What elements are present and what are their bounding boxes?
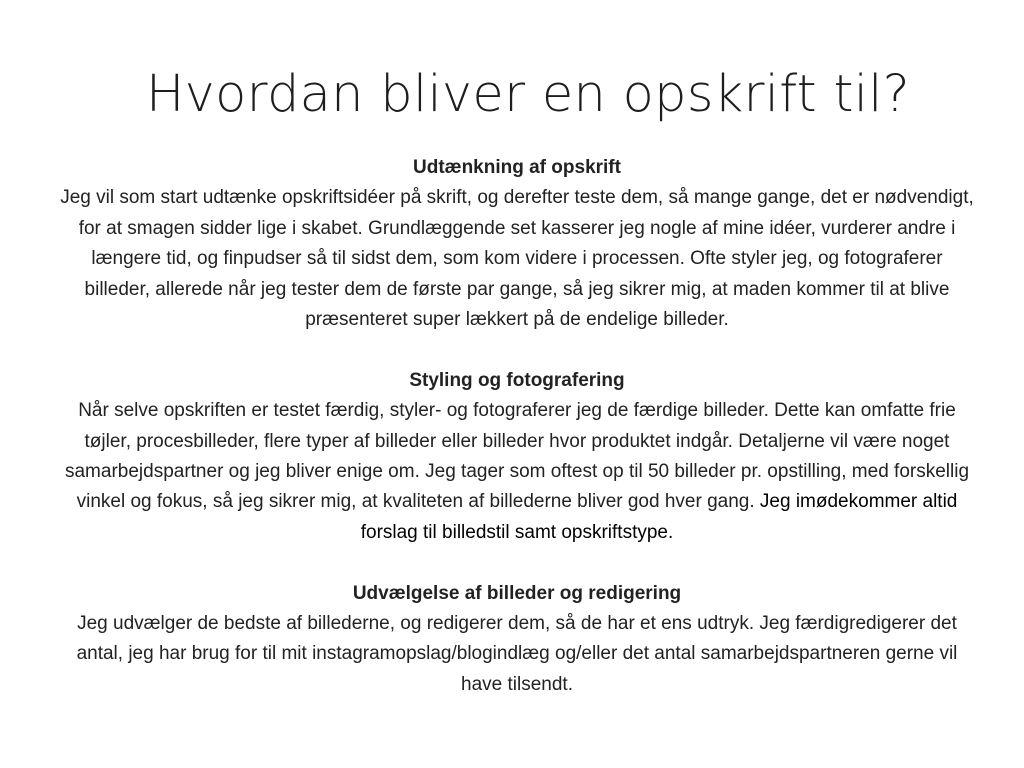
section-selection-editing — [60, 579, 974, 701]
section-body: Jeg vil som start udtænke opskriftsidéer på skrift, og derefter teste dem, så mange gange, det er nødvendigt, for at smagen sidder lige i skabet. Grundlæggende set kasserer jeg nogle af mine idéer, vurderer andre i længere tid, og finpudser så til sidst dem, som kom videre i processen. Ofte styler jeg, og fotograferer billeder, allerede når jeg tester dem de første par gange, så jeg sikrer mig, at maden kommer til at blive præsenteret super lækkert på de endelige billeder. — [60, 187, 974, 331]
page-title: Hvordan bliver en opskrift til? — [145, 65, 911, 124]
section-heading: Styling og fotografering — [409, 369, 625, 391]
content — [60, 153, 974, 731]
section-recipe-ideation — [60, 153, 974, 335]
section-body-emphasis: Jeg imødekommer altid forslag til billedstil samt opskriftstype. — [360, 491, 958, 543]
section-body-wrapper — [60, 396, 974, 548]
section-heading: Udvælgelse af billeder og redigering — [352, 582, 682, 604]
section-styling-photography — [60, 366, 974, 548]
section-body: Jeg udvælger de bedste af billederne, og redigerer dem, så de har et ens udtryk. Jeg færdigredigerer det antal, jeg har brug for til mit instagramopslag/blogindlæg og/eller det antal samarbejdspartneren gerne vil have tilsendt. — [76, 613, 958, 695]
section-heading: Udtænkning af opskrift — [413, 157, 621, 178]
section-body: Når selve opskriften er testet færdig, styler- og fotograferer jeg de færdige billeder. Dette kan omfatte frie tøjler, procesbilleder, flere typer af billeder eller billeder hvor produktet indgår. Detaljerne vil være noget samarbejdspartner og jeg bliver enige om. Jeg tager som oftest op til 50 billeder pr. opstilling, med forskellig vinkel og fokus, så jeg sikrer mig, at kvaliteten af billederne bliver god hver gang. — [64, 400, 970, 513]
